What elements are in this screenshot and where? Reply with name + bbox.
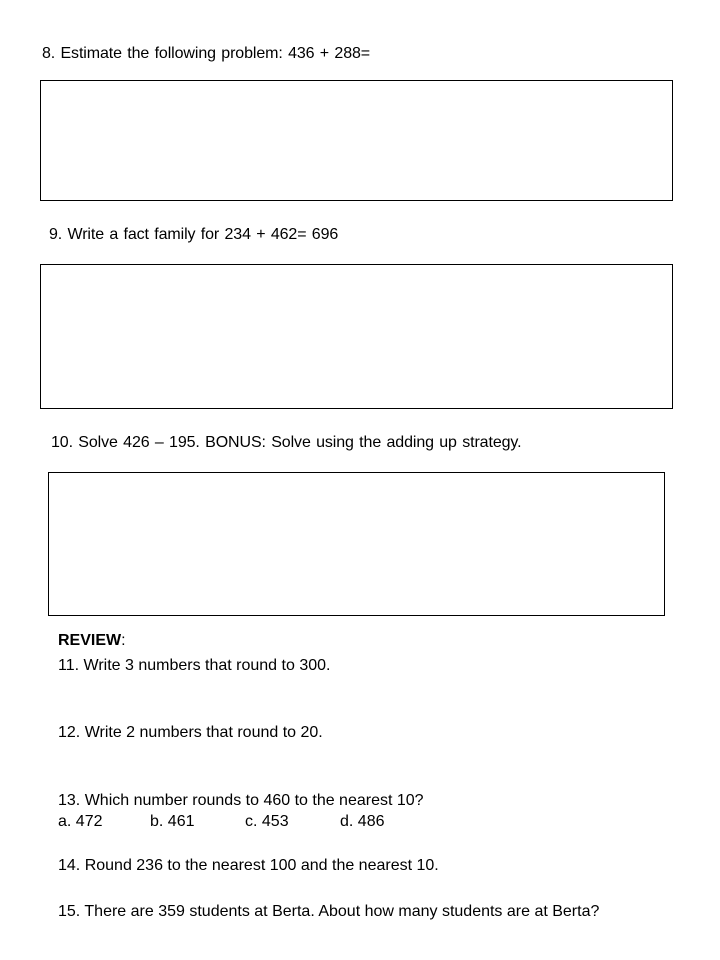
question-10: 10. Solve 426 – 195. BONUS: Solve using the adding up strategy. (51, 434, 522, 451)
answer-box-8[interactable] (40, 80, 673, 201)
question-9: 9. Write a fact family for 234 + 462= 696 (49, 226, 339, 243)
question-13-options (58, 812, 698, 832)
option-a: a. 472 (58, 813, 103, 830)
review-colon: : (121, 632, 126, 649)
question-12: 12. Write 2 numbers that round to 20. (58, 724, 323, 741)
question-11: 11. Write 3 numbers that round to 300. (58, 657, 331, 674)
question-8: 8. Estimate the following problem: 436 + 288= (42, 45, 371, 62)
question-15: 15. There are 359 students at Berta. About how many students are at Berta? (58, 903, 600, 920)
option-d: d. 486 (340, 813, 385, 830)
review-label: REVIEW (58, 632, 122, 649)
answer-box-9[interactable] (40, 264, 673, 409)
answer-box-10[interactable] (48, 472, 665, 616)
option-b: b. 461 (150, 813, 195, 830)
question-13: 13. Which number rounds to 460 to the nearest 10? (58, 792, 424, 809)
option-c: c. 453 (245, 813, 289, 830)
review-heading (58, 631, 698, 651)
question-14: 14. Round 236 to the nearest 100 and the nearest 10. (58, 857, 439, 874)
